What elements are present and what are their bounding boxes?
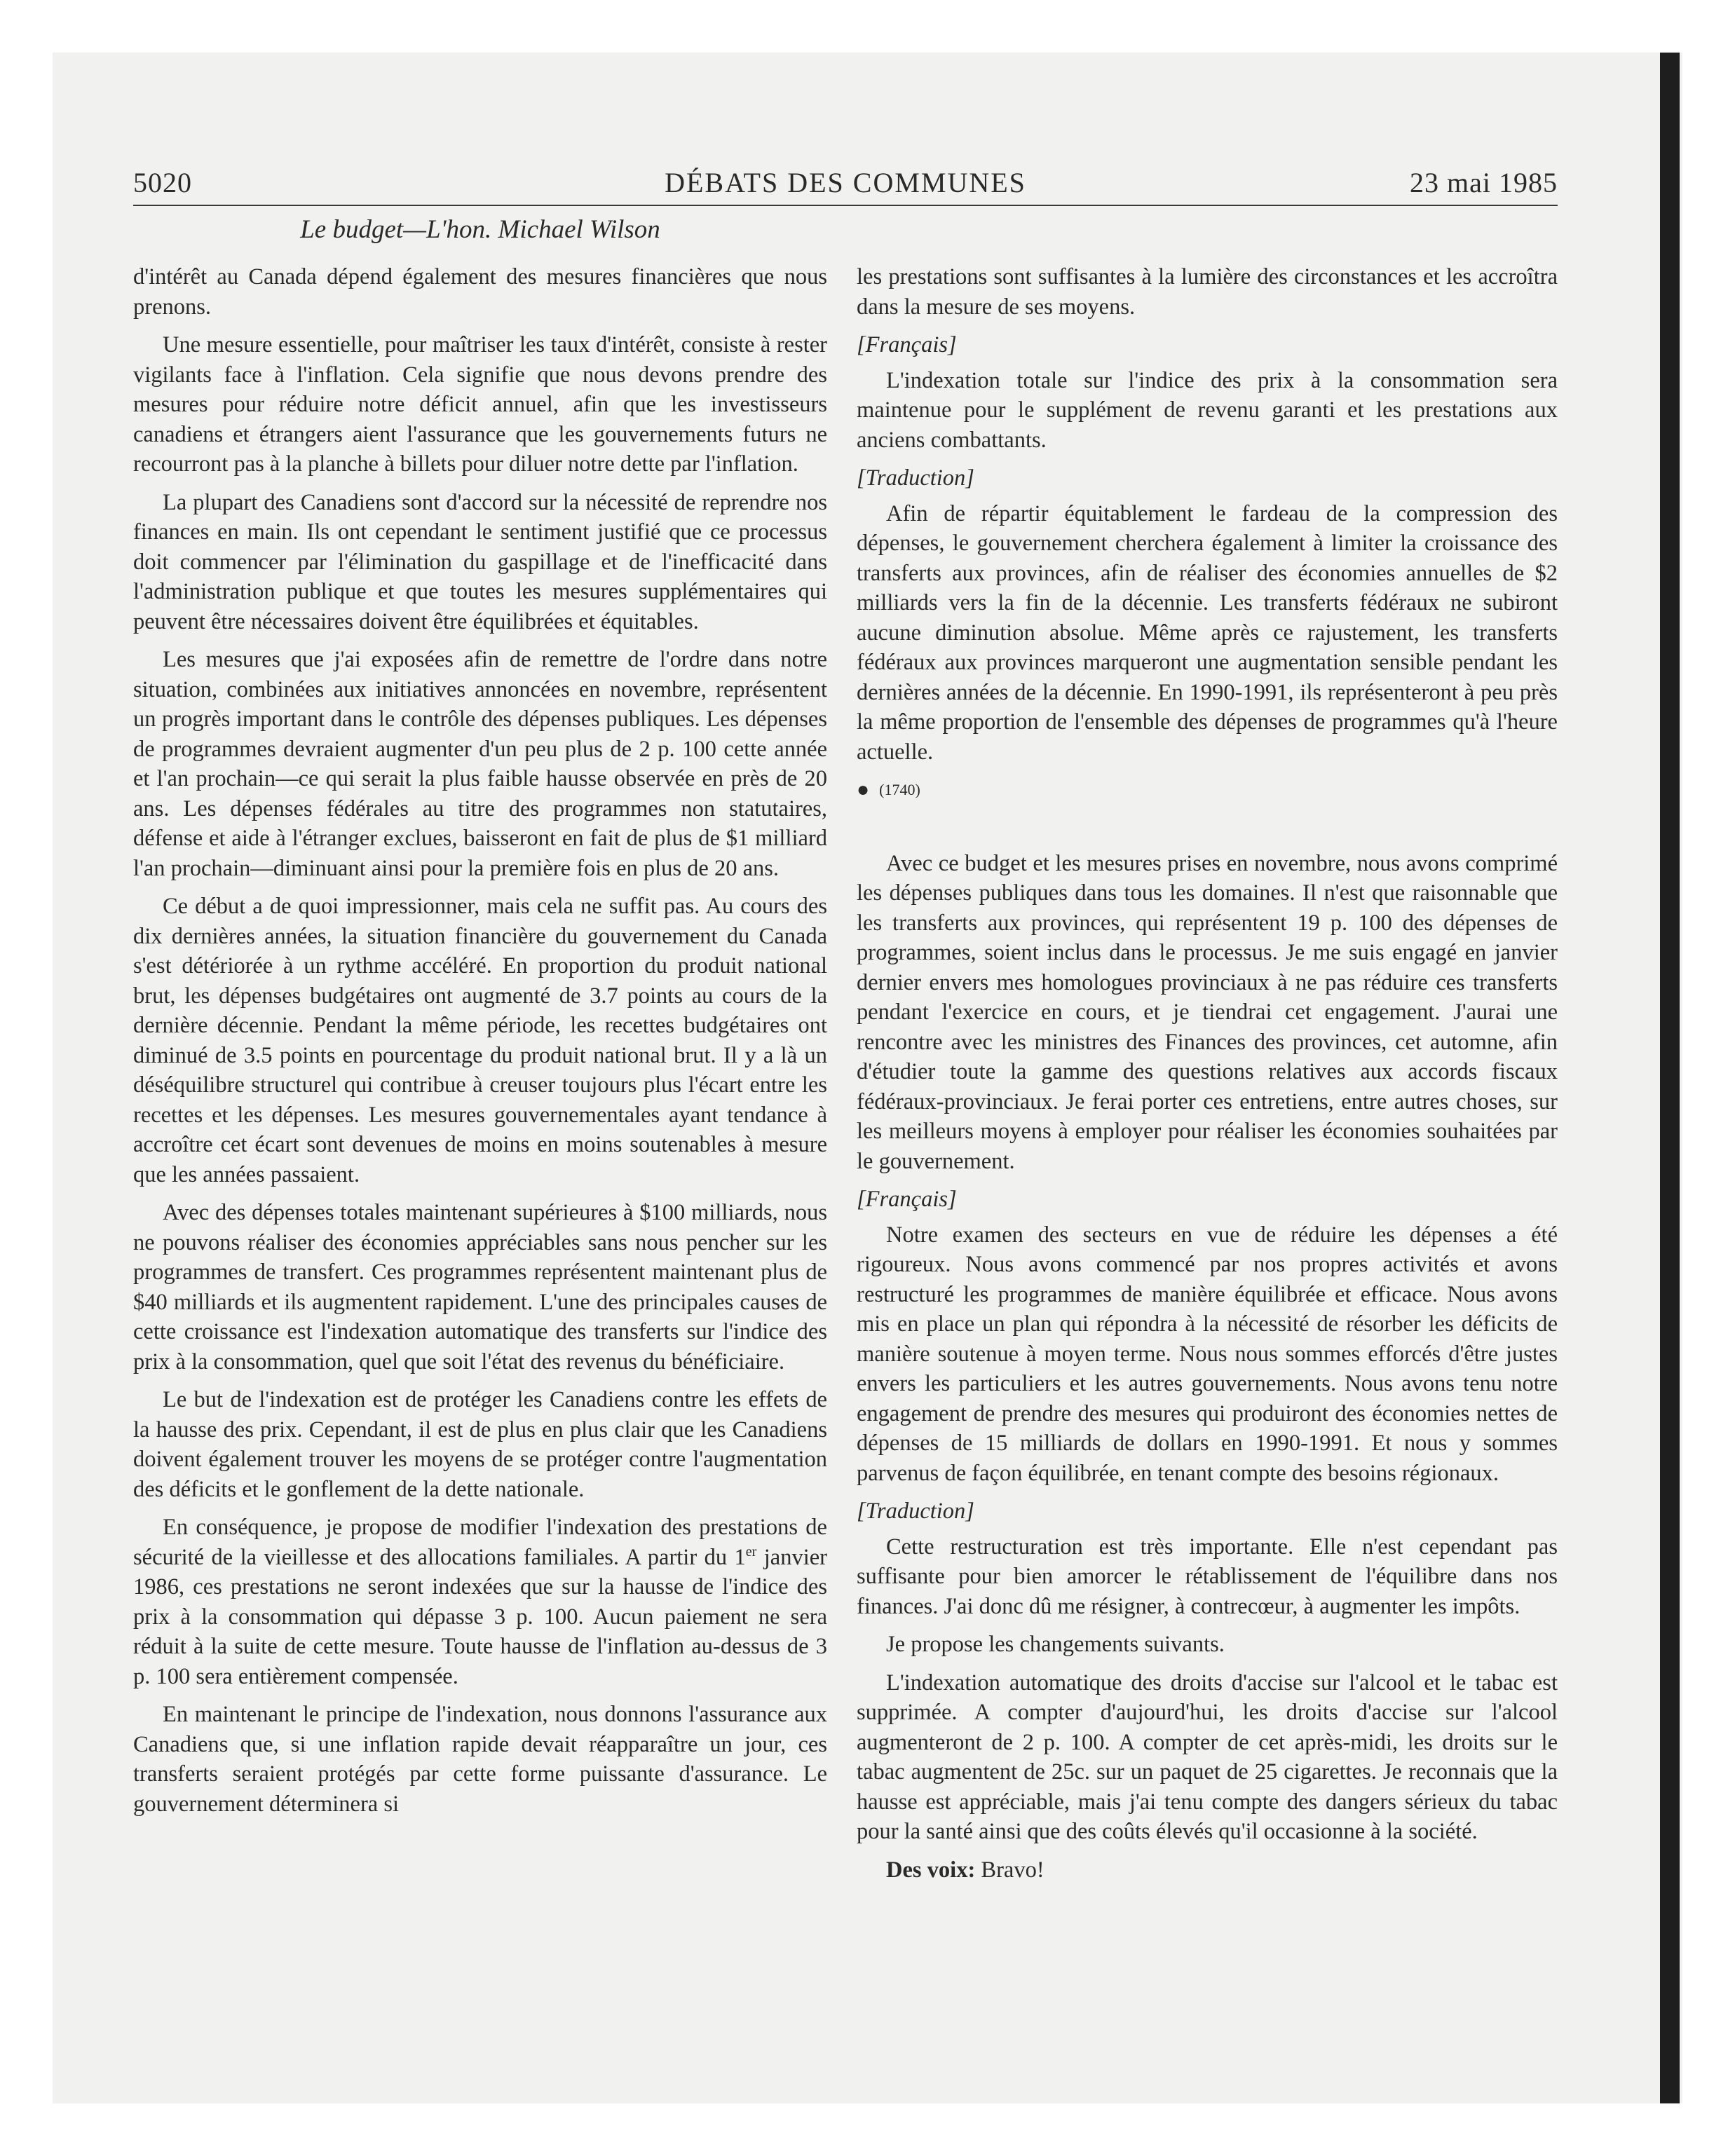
language-tag: [Traduction] (857, 465, 974, 491)
paragraph (133, 1513, 827, 1691)
paragraph: L'indexation automatique des droits d'accise sur l'alcool et le tabac est supprimée. A compter d'aujourd'hui, les droits d'accise sur l'alcool augmenteront de 2 p. 100. A compter de cet après-midi, les droits sur le tabac augmentent de 25c. sur un paquet de 25 cigarettes. Je reconnais que la hausse est appréciable, mais j'ai tenu compte des dangers sérieux du tabac pour la santé ainsi que des coûts élevés qu'il occasionne à la société. (857, 1670, 1558, 1844)
publication-title: DÉBATS DES COMMUNES (665, 167, 1026, 198)
page-number: 5020 (133, 167, 192, 198)
scan-edge (1660, 53, 1680, 2103)
paragraph: Une mesure essentielle, pour maîtriser les taux d'intérêt, consiste à rester vigilants face à l'inflation. Cela signifie que nous devons prendre des mesures pour réduire notre déficit annuel, afin que les investisseurs canadiens et étrangers aient l'assurance que les gouvernements futurs ne recourront pas à la planche à billets pour diluer notre dette par l'inflation. (133, 332, 827, 477)
paragraph: Afin de répartir équitablement le fardeau de la compression des dépenses, le gouvernement cherchera également à limiter la croissance des transferts aux provinces, afin de réaliser des économies annuelles de $2 milliards vers la fin de la décennie. Les transferts fédéraux ne subiront aucune diminution absolue. Même après ce rajustement, les transferts fédéraux aux provinces marqueront une augmentation sensible pendant les dernières années de la décennie. En 1990-1991, ils représenteront à peu près la même proportion de l'ensemble des dépenses de programmes qu'à l'heure actuelle. (857, 500, 1558, 765)
paragraph: Cette restructuration est très importante. Elle n'est cependant pas suffisante pour bien amorcer le rétablissement de l'équilibre dans nos finances. J'ai donc dû me résigner, à contrecœur, à augmenter les impôts. (857, 1534, 1558, 1619)
left-column (133, 262, 827, 1827)
language-tag: [Français] (857, 1187, 957, 1212)
page-date: 23 mai 1985 (1410, 167, 1558, 198)
page-header (133, 161, 1558, 206)
paragraph: d'intérêt au Canada dépend également des mesures financières que nous prenons. (133, 264, 827, 320)
section-subheading: Le budget—L'hon. Michael Wilson (300, 215, 660, 244)
paragraph: La plupart des Canadiens sont d'accord sur la nécessité de reprendre nos finances en main. Ils ont cependant le sentiment justifié que ce processus doit commencer par l'élimination du gaspillage et de l'inefficacité dans l'administration publique et que toutes les mesures supplémentaires qui peuvent être nécessaires doivent être équilibrées et équitables. (133, 489, 827, 634)
paragraph: Notre examen des secteurs en vue de réduire les dépenses a été rigoureux. Nous avons commencé par nos propres activités et avons restructuré les programmes de manière équilibrée et efficace. Nous avons mis en place un plan qui répondra à la nécessité de résorber les déficits de manière soutenue à moyen terme. Nous nous sommes efforcés d'être justes envers les particuliers et les autres gouvernements. Nous avons tenu notre engagement de prendre des mesures qui produiront des économies nettes de dépenses de 15 milliards de dollars en 1990-1991. Et nous y sommes parvenus de façon équilibrée, en tenant compte des besoins régionaux. (857, 1222, 1558, 1486)
paragraph: Avec ce budget et les mesures prises en novembre, nous avons comprimé les dépenses publiques dans tous les domaines. Il n'est que raisonnable que les transferts aux provinces, qui représentent 19 p. 100 des dépenses de programmes, soient inclus dans le processus. Je me suis engagé en janvier dernier envers mes homologues provinciaux à ne pas réduire ces transferts pendant l'exercice en cours, et je tiendrai cet engagement. J'aurai une rencontre avec les ministres des Finances des provinces, cet automne, afin d'étudier toute la gamme des questions relatives aux accords fiscaux fédéraux-provinciaux. Je ferai porter ces entretiens, entre autres choses, sur les meilleurs moyens à employer pour réaliser les économies souhaitées par le gouvernement. (857, 850, 1558, 1174)
paragraph (857, 1855, 1558, 1885)
right-column (857, 262, 1558, 1893)
paragraph-text: janvier 1986, ces prestations ne seront indexées que sur la hausse de l'indice des prix à la consommation qui dépasse 3 p. 100. Aucun paiement ne sera réduit à la suite de cette mesure. Toute hausse de l'inflation au-dessus de 3 p. 100 sera entièrement compensée. (133, 1544, 827, 1689)
language-tag: [Traduction] (857, 1499, 974, 1524)
paragraph: Ce début a de quoi impressionner, mais cela ne suffit pas. Au cours des dix dernières années, la situation financière du gouvernement du Canada s'est détériorée à un rythme accéléré. En proportion du produit national brut, les dépenses budgétaires ont augmenté de 3.7 points au cours de la dernière décennie. Pendant la même période, les recettes budgétaires ont diminué de 3.5 points en pourcentage du produit national brut. Il y a là un déséquilibre structurel qui contribue à creuser toujours plus l'écart entre les recettes et les dépenses. Les mesures gouvernementales ayant tendance à accroître cet écart sont devenues de moins en moins soutenables à mesure que les années passaient. (133, 894, 827, 1187)
paragraph: Le but de l'indexation est de protéger les Canadiens contre les effets de la hausse des prix. Cependant, il est de plus en plus clair que les Canadiens doivent également trouver les moyens de se protéger contre l'augmentation des déficits et le gonflement de la dette nationale. (133, 1387, 827, 1502)
paragraph: L'indexation totale sur l'indice des prix à la consommation sera maintenue pour le supplément de revenu garanti et les prestations aux anciens combattants. (857, 367, 1558, 453)
bullet-icon: ● (857, 778, 870, 801)
paragraph: les prestations sont suffisantes à la lumière des circonstances et les accroîtra dans la mesure de ses moyens. (857, 264, 1558, 320)
paragraph: Les mesures que j'ai exposées afin de remettre de l'ordre dans notre situation, combinées aux initiatives annoncées en novembre, représentent un progrès important dans le contrôle des dépenses publiques. Les dépenses de programmes devraient augmenter d'un peu plus de 2 p. 100 cette année et l'an prochain—ce qui serait la plus faible hausse observée en près de 20 ans. Les dépenses fédérales au titre des programmes non statutaires, défense et aide à l'étranger exclues, baisseront en fait de plus de $1 milliard l'an prochain—diminuant ainsi pour la première fois en plus de 20 ans. (133, 647, 827, 881)
speaker-label: Des voix: (886, 1857, 976, 1883)
speaker-reply: Bravo! (975, 1857, 1045, 1883)
language-tag: [Français] (857, 332, 957, 357)
paragraph-text: En conséquence, je propose de modifier l'indexation des prestations de sécurité de la vieillesse et des allocations familiales. A partir du 1 (133, 1515, 827, 1570)
time-marker (857, 775, 1558, 805)
superscript: er (745, 1543, 757, 1560)
paragraph: Avec des dépenses totales maintenant supérieures à $100 milliards, nous ne pouvons réaliser des économies appréciables sans nous pencher sur les programmes de transfert. Ces programmes représentent maintenant plus de $40 milliards et ils augmentent rapidement. L'une des principales causes de cette croissance est l'indexation automatique des transferts sur l'indice des prix à la consommation, quel que soit l'état des revenus du bénéficiaire. (133, 1200, 827, 1374)
paragraph: Je propose les changements suivants. (886, 1632, 1225, 1657)
paragraph: En maintenant le principe de l'indexation, nous donnons l'assurance aux Canadiens que, si une inflation rapide devait réapparaître un jour, ces transferts seraient protégés par cette forme puissante d'assurance. Le gouvernement déterminera si (133, 1702, 827, 1817)
time-marker-text: (1740) (879, 781, 920, 798)
